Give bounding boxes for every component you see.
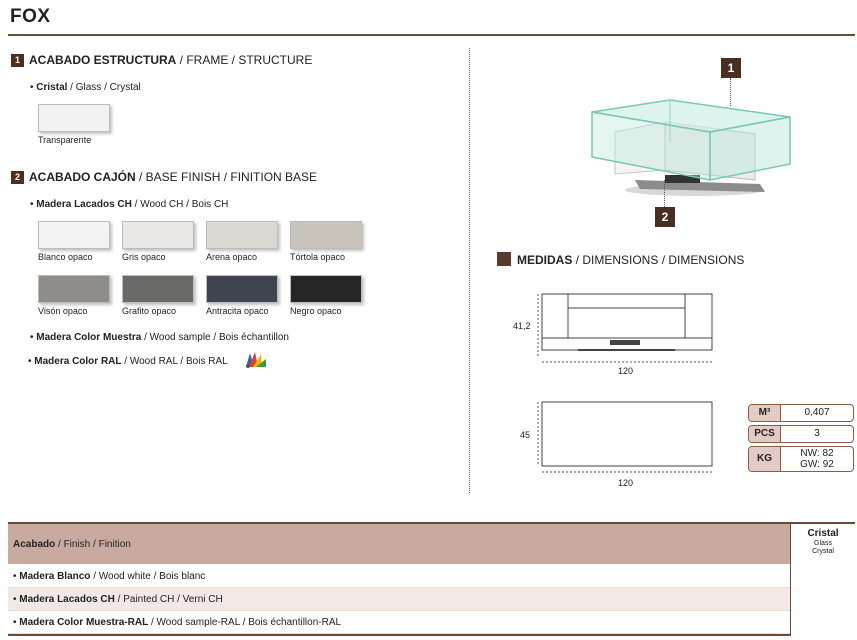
section-base-heading	[11, 170, 317, 184]
bullet-bold: Madera Color RAL	[34, 356, 122, 367]
column-subtitle: Glass	[814, 540, 832, 547]
swatch-option[interactable]	[122, 275, 198, 316]
row-rest: / Wood sample-RAL / Bois échantillon-RAL	[148, 617, 342, 628]
row-rest: / Wood white / Bois blanc	[90, 571, 206, 582]
section-number-badge: 2	[11, 171, 24, 184]
swatch-label: Blanco opaco	[38, 252, 93, 262]
swatch-color	[122, 275, 194, 303]
vertical-divider	[469, 48, 470, 493]
bullet-ral: • Madera Color RAL / Wood RAL / Bois RAL	[28, 356, 228, 367]
column-subtitle: Crystal	[812, 548, 834, 555]
row-rest: / Painted CH / Verni CH	[114, 594, 223, 605]
swatch-option[interactable]	[122, 221, 198, 262]
column-title: Cristal	[807, 528, 839, 539]
product-image	[570, 72, 800, 212]
swatch-label: Transparente	[38, 135, 92, 145]
table-row: • Madera Color Muestra-RAL / Wood sample-RAL / Bois échantillon-RAL	[8, 611, 790, 634]
section-heading-bold: ACABADO CAJÓN	[29, 170, 136, 184]
swatch-option[interactable]	[206, 275, 282, 316]
title-divider	[8, 34, 855, 36]
swatch-color	[38, 104, 110, 132]
swatch-color	[290, 221, 362, 249]
swatch-color	[206, 221, 278, 249]
bullet-lacados: • Madera Lacados CH / Wood CH / Bois CH	[30, 199, 229, 210]
stat-volume	[748, 404, 854, 422]
bullet-rest: / Wood sample / Bois échantillon	[141, 332, 289, 343]
dimensions-heading-rest: / DIMENSIONS / DIMENSIONS	[572, 253, 745, 267]
stat-weight	[748, 446, 854, 472]
stat-value	[781, 448, 853, 470]
swatch-color	[122, 221, 194, 249]
dimensions-heading-bold: MEDIDAS	[517, 253, 573, 267]
finish-table	[8, 522, 855, 636]
swatch-label: Grafito opaco	[122, 306, 177, 316]
row-bold: Madera Lacados CH	[19, 594, 115, 605]
front-elevation-drawing	[530, 290, 720, 370]
top-depth-label: 45	[520, 430, 531, 440]
swatch-color	[206, 275, 278, 303]
top-width-label: 120	[618, 478, 634, 488]
bullet-muestra: • Madera Color Muestra / Wood sample / Bois échantillon	[30, 332, 289, 343]
row-bold: Madera Color Muestra-RAL	[19, 617, 149, 628]
section-number-badge: 1	[11, 54, 24, 67]
front-height-label: 41,2	[513, 321, 531, 331]
bullet-rest: / Wood RAL / Bois RAL	[121, 356, 228, 367]
stat-value: 0,407	[804, 407, 830, 418]
stat-key: KG	[749, 447, 781, 471]
swatch-color	[38, 275, 110, 303]
stat-key: M³	[749, 405, 781, 421]
bullet-bold: Madera Color Muestra	[36, 332, 142, 343]
swatch-label: Gris opaco	[122, 252, 166, 262]
top-view-drawing	[530, 398, 720, 473]
table-header-rest: / Finish / Finition	[55, 539, 131, 550]
dimensions-heading	[497, 252, 744, 267]
table-header	[8, 522, 790, 564]
callout-1-leader	[730, 78, 731, 106]
bullet-cristal: • Cristal / Glass / Crystal	[30, 82, 141, 93]
section-heading-rest: / BASE FINISH / FINITION BASE	[135, 170, 318, 184]
swatch-option[interactable]	[38, 221, 114, 262]
stat-net-weight: NW: 82	[800, 448, 834, 459]
bullet-bold: Madera Lacados CH	[36, 199, 132, 210]
table-column-cristal	[790, 522, 855, 636]
swatch-label: Negro opaco	[290, 306, 342, 316]
swatch-color	[290, 275, 362, 303]
section-heading-bold: ACABADO ESTRUCTURA	[29, 53, 177, 67]
table-row: • Madera Blanco / Wood white / Bois blanc	[8, 565, 790, 588]
color-fan-icon	[244, 349, 268, 369]
table-header-bold: Acabado	[13, 539, 56, 550]
swatch-color	[38, 221, 110, 249]
swatch-transparente[interactable]	[38, 104, 114, 145]
stat-pieces	[748, 425, 854, 443]
callout-2: 2	[655, 207, 675, 227]
swatch-option[interactable]	[290, 221, 366, 262]
page-title: FOX	[10, 6, 51, 27]
swatch-option[interactable]	[290, 275, 366, 316]
swatch-option[interactable]	[38, 275, 114, 316]
swatch-label: Arena opaco	[206, 252, 258, 262]
swatch-label: Tórtola opaco	[290, 252, 346, 262]
bullet-rest: / Wood CH / Bois CH	[131, 199, 229, 210]
front-width-label: 120	[618, 366, 634, 376]
dimensions-marker	[497, 252, 511, 266]
swatch-label: Antracita opaco	[206, 306, 269, 316]
row-bold: Madera Blanco	[19, 571, 91, 582]
stat-key: PCS	[749, 426, 781, 442]
callout-1: 1	[721, 58, 741, 78]
table-row: • Madera Lacados CH / Painted CH / Verni CH	[8, 588, 790, 611]
section-heading-rest: / FRAME / STRUCTURE	[176, 53, 313, 67]
stat-value: 3	[814, 428, 820, 439]
swatch-option[interactable]	[206, 221, 282, 262]
table-bottom-rule	[8, 634, 790, 636]
section-frame-heading	[11, 53, 312, 67]
callout-2-leader	[664, 180, 665, 207]
swatch-label: Visón opaco	[38, 306, 88, 316]
bullet-rest: / Glass / Crystal	[67, 82, 141, 93]
bullet-bold: Cristal	[36, 82, 68, 93]
stat-gross-weight: GW: 92	[800, 459, 834, 470]
